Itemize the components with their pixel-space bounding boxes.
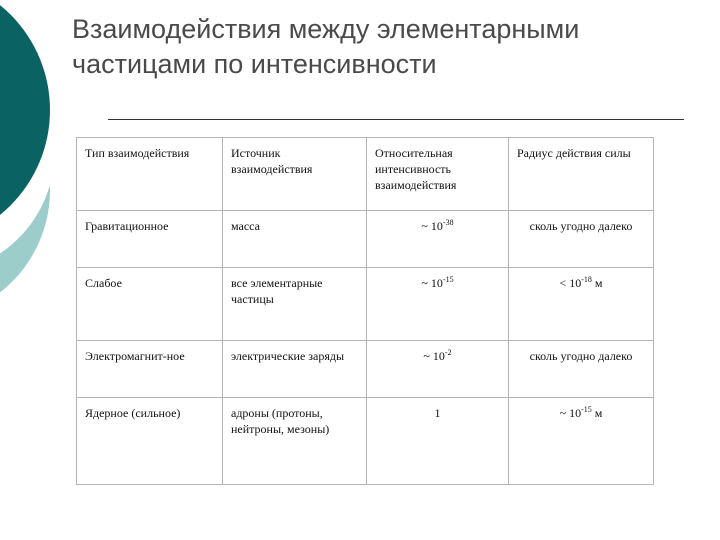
title-line-1: Взаимодействия между элементарными <box>72 14 580 44</box>
cell-source: масса <box>223 211 367 268</box>
cell-source: электрические заряды <box>223 341 367 398</box>
table-row <box>77 211 654 268</box>
cell-range <box>509 398 654 485</box>
intensity-base: 1 <box>434 406 441 420</box>
header-range-text: Радиус действия силы <box>517 146 631 160</box>
range-unit: м <box>591 406 603 420</box>
range-base: ~ 10 <box>559 406 582 420</box>
intensity-base: ~ 10 <box>423 349 445 363</box>
decorative-circles <box>0 0 80 300</box>
cell-range <box>509 268 654 341</box>
cell-source: все элементарные частицы <box>223 268 367 341</box>
cell-range <box>509 211 654 268</box>
intensity-base: ~ 10 <box>421 219 443 233</box>
cell-type: Слабое <box>77 268 223 341</box>
header-type: Тип взаимодействия <box>77 138 223 211</box>
intensity-exponent: -15 <box>442 275 454 284</box>
cell-intensity <box>367 211 509 268</box>
cell-intensity <box>367 341 509 398</box>
cell-type: Ядерное (сильное) <box>77 398 223 485</box>
table-row <box>77 341 654 398</box>
slide-title <box>72 12 692 82</box>
header-intensity: Относительная интенсивность взаимодействия <box>367 138 509 211</box>
table-row <box>77 398 654 485</box>
header-source: Источник взаимодействия <box>223 138 367 211</box>
cell-intensity <box>367 268 509 341</box>
table-header-row <box>77 138 654 211</box>
cell-intensity <box>367 398 509 485</box>
intensity-base: ~ 10 <box>421 276 443 290</box>
range-base: сколь угодно далеко <box>529 349 633 363</box>
range-unit: м <box>591 276 603 290</box>
range-base: сколь угодно далеко <box>529 219 633 233</box>
title-divider <box>108 119 684 120</box>
range-base: < 10 <box>559 276 582 290</box>
cell-range <box>509 341 654 398</box>
intensity-exponent: -38 <box>442 218 454 227</box>
title-line-2: частицами по интенсивности <box>72 49 437 79</box>
range-exponent: -18 <box>581 275 592 284</box>
cell-type: Электромагнит-ное <box>77 341 223 398</box>
interactions-table <box>76 137 654 485</box>
table-row <box>77 268 654 341</box>
intensity-exponent: -2 <box>444 348 452 357</box>
header-range <box>509 138 654 211</box>
range-exponent: -15 <box>581 405 592 414</box>
cell-source: адроны (протоны, нейтроны, мезоны) <box>223 398 367 485</box>
cell-type: Гравитационное <box>77 211 223 268</box>
